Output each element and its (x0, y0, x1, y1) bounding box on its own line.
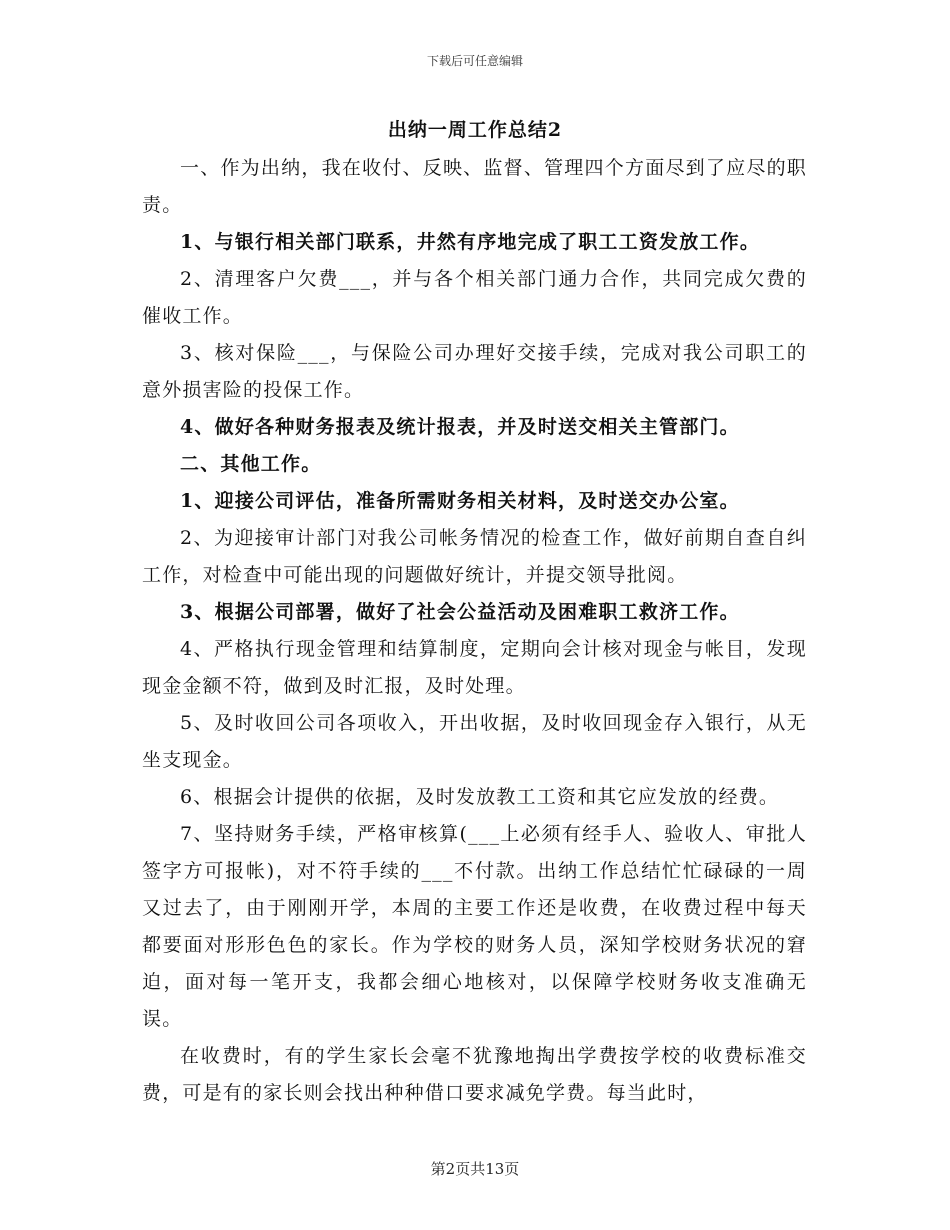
page-header-note: 下载后可任意编辑 (426, 54, 523, 68)
paragraph-1: 一、作为出纳，我在收付、反映、监督、管理四个方面尽到了应尽的职责。 (142, 157, 807, 216)
paragraph-4: 3、核对保险___，与保险公司办理好交接手续，完成对我公司职工的意外损害险的投保工作。 (142, 342, 807, 401)
paragraph-6: 二、其他工作。 (180, 453, 322, 475)
document-body (142, 150, 807, 1112)
paragraph-12: 6、根据会计提供的依据，及时发放教工工资和其它应发放的经费。 (180, 786, 780, 808)
page-number: 第2页共13页 (430, 1160, 520, 1178)
paragraph-9: 3、根据公司部署，做好了社会公益活动及困难职工救济工作。 (180, 601, 740, 623)
paragraph-2: 1、与银行相关部门联系，井然有序地完成了职工工资发放工作。 (180, 231, 761, 253)
paragraph-13: 7、坚持财务手续，严格审核算(___上必须有经手人、验收人、审批人签字方可报帐)，对不符手续的___不付款。出纳工作总结忙忙碌碌的一周又过去了，由于刚刚开学，本周的主要工作还是收费，在收费过程中每天都要面对形形色色的家长。作为学校的财务人员，深知学校财务状况的窘迫，面对每一笔开支，我都会细心地核对，以保障学校财务收支准确无误。 (142, 823, 807, 1030)
document-title: 出纳一周工作总结2 (387, 119, 563, 141)
paragraph-3: 2、清理客户欠费___，并与各个相关部门通力合作，共同完成欠费的催收工作。 (142, 268, 807, 327)
paragraph-14: 在收费时，有的学生家长会毫不犹豫地掏出学费按学校的收费标准交费，可是有的家长则会找出种种借口要求减免学费。每当此时， (142, 1045, 807, 1104)
paragraph-11: 5、及时收回公司各项收入，开出收据，及时收回现金存入银行，从无坐支现金。 (142, 712, 807, 771)
paragraph-8: 2、为迎接审计部门对我公司帐务情况的检查工作，做好前期自查自纠工作，对检查中可能出现的问题做好统计，并提交领导批阅。 (142, 527, 807, 586)
paragraph-10: 4、严格执行现金管理和结算制度，定期向会计核对现金与帐目，发现现金金额不符，做到及时汇报，及时处理。 (142, 638, 807, 697)
paragraph-7: 1、迎接公司评估，准备所需财务相关材料，及时送交办公室。 (180, 490, 740, 512)
paragraph-5: 4、做好各种财务报表及统计报表，并及时送交相关主管部门。 (180, 416, 740, 438)
